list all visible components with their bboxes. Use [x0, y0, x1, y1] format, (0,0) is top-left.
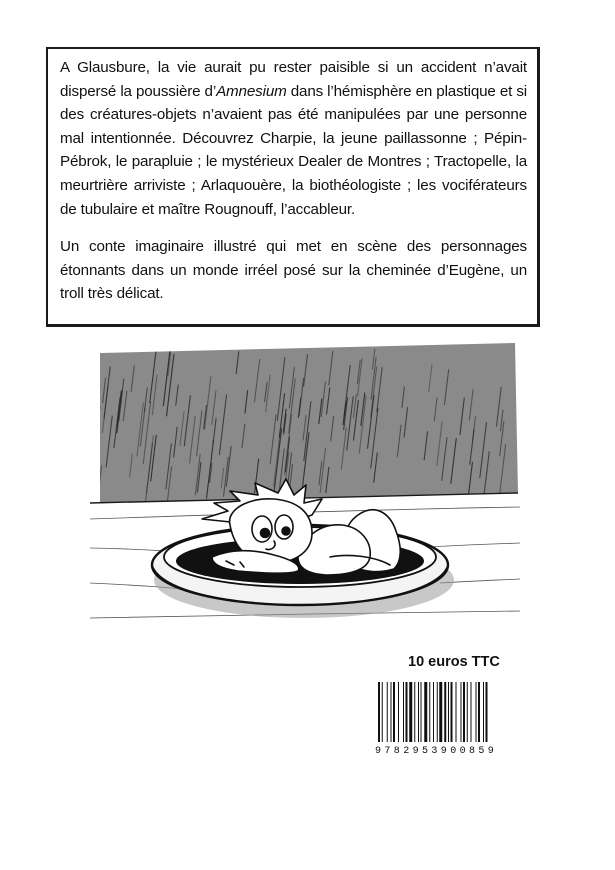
price-label: 10 euros TTC — [408, 654, 500, 670]
book-title-amnesium: Amnesium — [216, 82, 287, 100]
blurb-text-start: A Glausbure, la vie aurait pu rester paisible si un accident n’avait dispersé la poussière d’ — [60, 59, 527, 100]
barcode-bars — [375, 682, 530, 744]
blurb-box — [46, 47, 540, 327]
isbn-barcode — [375, 682, 530, 758]
barcode-digits: 9782953900859 — [375, 746, 498, 757]
illustration-troll-in-dish — [90, 343, 520, 646]
blurb-paragraph-1 — [60, 56, 527, 221]
blurb-paragraph-2: Un conte imaginaire illustré qui met en scène des personnages étonnants dans un monde irréel posé sur la cheminée d’Eugène, un troll très délicat. — [60, 238, 527, 303]
blurb-text-end: dans l’hémisphère en plastique et si des créatures-objets n’avaient pas été manipulées par une personne mal intentionnée. Découvrez Charpie, la jeune paillassonne ; Pépin-Pébrok, le parapluie ; le mystérieux Dealer de Montres ; Tractopelle, la meurtrière arriviste ; Arlaquouère, la biothéologiste ; les vociférateurs de tubulaire et maître Rougnouff, l’accableur. — [60, 82, 527, 218]
